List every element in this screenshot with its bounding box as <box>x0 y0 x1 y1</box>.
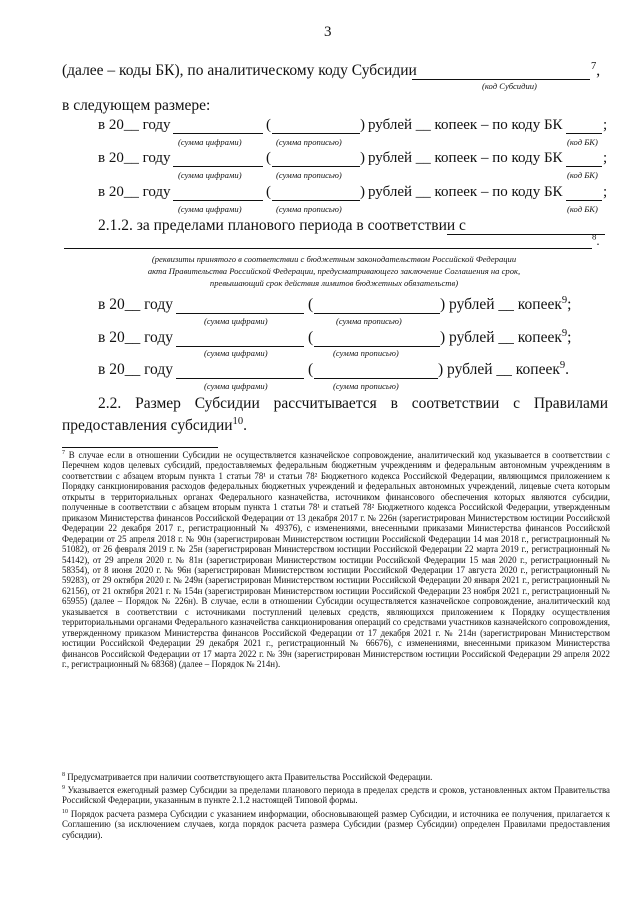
note-bk-code: (код БК) <box>567 204 598 214</box>
intro-text: (далее – коды БК), по аналитическому коду Субсидии <box>62 62 417 79</box>
page-number: 3 <box>324 24 332 40</box>
note-sum-digits: (сумма цифрами) <box>178 204 242 214</box>
row-end: . <box>565 361 570 378</box>
footnote-ref-10: 10 <box>232 415 244 427</box>
clause-2-2-line-1 <box>98 395 608 413</box>
note-sum-words: (сумма прописью) <box>333 348 399 358</box>
note-sum-digits: (сумма цифрами) <box>204 381 268 391</box>
open-paren: ( <box>308 329 314 346</box>
clause-2-2-text-2: предоставления субсидии <box>62 417 233 434</box>
row-end: ; <box>567 329 572 346</box>
note-sum-words: (сумма прописью) <box>333 381 399 391</box>
open-paren: ( <box>266 117 271 133</box>
footnote-ref-9: 9 <box>561 327 568 339</box>
act-details-blank-2[interactable] <box>64 248 592 249</box>
row-tail <box>440 329 571 347</box>
open-paren: ( <box>308 361 314 378</box>
note-sum-digits: (сумма цифрами) <box>204 348 268 358</box>
note-bk-code: (код БК) <box>567 170 598 180</box>
close-paren: ) <box>440 296 446 313</box>
footnote-8 <box>62 772 610 782</box>
note-sum-digits: (сумма цифрами) <box>178 137 242 147</box>
bk-code-blank[interactable] <box>566 200 602 201</box>
year-row-prefix: в 20__ году <box>98 361 173 378</box>
footnote-7 <box>62 450 610 772</box>
act-details-note-1: (реквизиты принятого в соответствии с бюджетным законодательством Российской Федерации <box>151 254 517 264</box>
footnote-separator <box>62 447 218 448</box>
clause-2-1-2-end <box>592 233 600 249</box>
note-sum-words: (сумма прописью) <box>276 170 342 180</box>
open-paren: ( <box>308 296 314 313</box>
sum-words-blank[interactable] <box>314 313 440 314</box>
footnote-ref-9: 9 <box>561 294 568 306</box>
close-paren: ) <box>360 150 365 166</box>
close-paren: ) <box>360 117 365 133</box>
footnote-10 <box>62 809 610 840</box>
row-tail-text: рублей __ копеек <box>449 296 562 313</box>
close-paren: ) <box>440 329 446 346</box>
sum-digits-blank[interactable] <box>173 200 263 201</box>
footnote-10-text: Порядок расчета размера Субсидии с указанием информации, обосновывающей размер Субсидии, и источника ее получения, прилагается к Соглашению (за исключением случаев, когда порядок расчета размера Субсидии (размер Субсидии) определен Правилами предоставления субсидии). <box>62 809 610 840</box>
clause-2-2-end: . <box>243 417 247 434</box>
sum-words-blank[interactable] <box>272 133 360 134</box>
close-paren: ) <box>438 361 444 378</box>
bk-code-blank[interactable] <box>566 133 602 134</box>
note-bk-code: (код БК) <box>567 137 598 147</box>
act-details-blank-1[interactable] <box>447 234 605 235</box>
sum-digits-blank[interactable] <box>176 378 304 379</box>
sum-digits-blank[interactable] <box>173 166 263 167</box>
footnote-9-text: Указывается ежегодный размер Субсидии за пределами планового периода в пределах средств и сроков, установленных актом Правительства Российской Федерации, указанным в пункте 2.1.2 настоящей Типовой формы. <box>62 785 610 806</box>
footnote-ref-8: 8 <box>592 231 597 242</box>
year-row-prefix: в 20__ году <box>98 150 171 166</box>
sum-digits-blank[interactable] <box>173 133 263 134</box>
row-tail-text: рублей __ копеек <box>449 329 562 346</box>
subsidy-code-note: (код Субсидии) <box>482 81 537 91</box>
footnote-mark-9: 9 <box>62 785 66 792</box>
row-tail <box>440 296 571 314</box>
note-sum-words: (сумма прописью) <box>336 316 402 326</box>
sum-digits-blank[interactable] <box>176 313 304 314</box>
intro-comma: , <box>596 62 601 79</box>
note-sum-words: (сумма прописью) <box>276 204 342 214</box>
act-details-note-2: акта Правительства Российской Федерации, предусматривающего заключение Соглашения на срок, <box>147 266 521 276</box>
footnote-9 <box>62 785 610 806</box>
clause-2-2-text: 2.2. Размер Субсидии рассчитывается в соответствии с Правилами <box>98 395 608 412</box>
sum-words-blank[interactable] <box>314 378 438 379</box>
row-tail: рублей __ копеек – по коду БК <box>368 184 563 200</box>
year-row-prefix: в 20__ году <box>98 184 171 200</box>
footnote-mark-7: 7 <box>62 450 66 457</box>
close-paren: ) <box>360 184 365 200</box>
bk-code-blank[interactable] <box>566 166 602 167</box>
note-sum-words: (сумма прописью) <box>276 137 342 147</box>
row-tail: рублей __ копеек – по коду БК <box>368 150 563 166</box>
clause-2-1-2: 2.1.2. за пределами планового периода в соответствии с <box>98 217 466 234</box>
footnote-mark-8: 8 <box>62 772 66 779</box>
row-tail-text: рублей __ копеек <box>447 361 560 378</box>
clause-period: . <box>596 233 600 248</box>
row-tail: рублей __ копеек – по коду БК <box>368 117 563 133</box>
footnote-ref-7: 7 <box>591 60 597 72</box>
open-paren: ( <box>266 184 271 200</box>
row-end: ; <box>567 296 572 313</box>
row-tail <box>438 361 569 379</box>
year-row-prefix: в 20__ году <box>98 329 173 346</box>
sum-words-blank[interactable] <box>272 200 360 201</box>
note-sum-digits: (сумма цифрами) <box>204 316 268 326</box>
footnote-8-text: Предусматривается при наличии соответствующего акта Правительства Российской Федерации. <box>67 772 433 782</box>
open-paren: ( <box>266 150 271 166</box>
footnote-mark-10: 10 <box>62 809 69 816</box>
subsidy-code-blank[interactable] <box>412 79 590 80</box>
year-row-prefix: в 20__ году <box>98 296 173 313</box>
act-details-note-3: превышающий срок действия лимитов бюджетных обязательств) <box>209 278 459 288</box>
year-row-prefix: в 20__ году <box>98 117 171 133</box>
sum-words-blank[interactable] <box>314 346 440 347</box>
row-end: ; <box>603 150 608 166</box>
intro-line-2: в следующем размере: <box>62 97 211 114</box>
footnote-ref-9: 9 <box>559 359 566 371</box>
note-sum-digits: (сумма цифрами) <box>178 170 242 180</box>
footnote-7-text: В случае если в отношении Субсидии не осуществляется казначейское сопровождение, аналитический код указывается в соответствии с Перечнем кодов целевых субсидий, предоставляемых федеральным бюджетным учреждениям и федеральным автономным учреждениям в соответствии с абзацем вторым пункта 1 статьи 78¹ и статьи 78² Бюджетного кодекса Российской Федерации, являющимся приложением к Порядку санкционирования расходов федеральных бюджетных учреждений и федеральных автономных учреждений, лицевые счета которым открыты в территориальных органах Федерального казначейства, источником финансового обеспечения которых являются субсидии, полученные в соответствии с абзацем вторым пункта 1 статьи 78¹ и статьей 78² Бюджетного кодекса Российской Федерации, утвержденным приказом Министерства финансов Российской Федерации от 13 декабря 2017 г. № 226н (зарегистрирован Министерством юстиции Российской Федерации 22 декабря 2017 г., регистрационный № 49376), с изменениями, внесенными приказами Министерства финансов Российской Федерации от 25 апреля 2018 г. № 90н (зарегистрирован Министерством юстиции Российской Федерации 14 мая 2018 г., регистрационный № 51082), от 26 февраля 2019 г. № 25н (зарегистрирован Министерством юстиции Российской Федерации 22 марта 2019 г., регистрационный № 54142), от 29 апреля 2020 г. № 81н (зарегистрирован Министерством юстиции Российской Федерации 15 мая 2020 г., регистрационный № 58354), от 8 июня 2020 г. № 96н (зарегистрирован Министерством юстиции Российской Федерации 17 августа 2020 г., регистрационный № 59283), от 29 октября 2020 г. № 249н (зарегистрирован Министерством юстиции Российской Федерации 20 января 2021 г., регистрационный № 62156), от 21 октября 2021 г. № 154н (зарегистрирован Министерством юстиции Российской Федерации 23 ноября 2021 г., регистрационный № 65955) (далее – Порядок № 226н). В случае, если в отношении Субсидии осуществляется казначейское сопровождение, аналитический код указывается в соответствии с источниками поступлений целевых средств, являющихся приложением к Порядку осуществления территориальными органами Федерального казначейства санкционирования операций со средствами участников казначейского сопровождения, утвержденному приказом Министерства финансов Российской Федерации от 17 декабря 2021 г. № 214н (зарегистрирован Министерством юстиции Российской Федерации 29 декабря 2021 г., регистрационный № 66676), с изменениями, внесенными приказом Министерства финансов Российской Федерации от 17 марта 2022 г. № 39н (зарегистрирован Министерством юстиции Российской Федерации 29 апреля 2022 г., регистрационный № 68368) (далее – Порядок № 214н). <box>62 450 610 670</box>
row-end: ; <box>603 117 608 133</box>
row-end: ; <box>603 184 608 200</box>
sum-words-blank[interactable] <box>272 166 360 167</box>
intro-ref <box>591 62 600 80</box>
sum-digits-blank[interactable] <box>176 346 304 347</box>
clause-2-2-line-2 <box>62 417 247 435</box>
intro-line-1 <box>62 62 417 80</box>
